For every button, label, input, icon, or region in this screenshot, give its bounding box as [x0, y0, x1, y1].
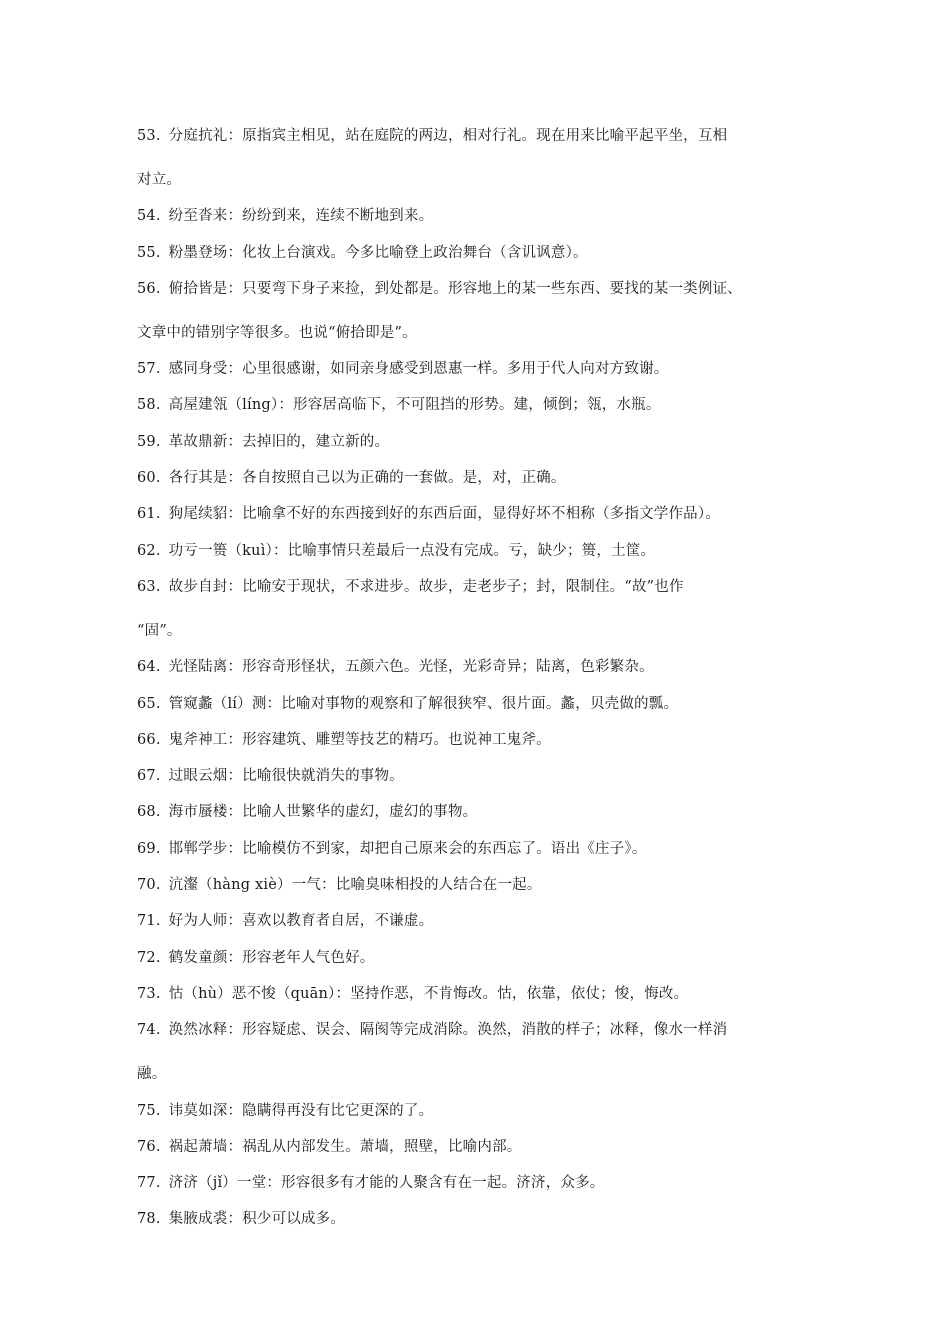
idiom-entry	[137, 867, 827, 903]
idiom-list	[137, 118, 827, 1238]
idiom-entry-continuation	[137, 613, 827, 649]
entry-text: 各行其是：各自按照自己以为正确的一套做。是，对，正确。	[168, 470, 566, 487]
entry-text: 高屋建瓴（líng）：形容居高临下，不可阻挡的形势。建，倾倒；瓴，水瓶。	[168, 397, 661, 414]
idiom-entry	[137, 940, 827, 976]
idiom-entry-continuation	[137, 162, 827, 198]
entry-text: 祸起萧墙：祸乱从内部发生。萧墙，照壁，比喻内部。	[168, 1138, 522, 1155]
entry-text: 管窥蠡（lí）测：比喻对事物的观察和了解很狭窄、很片面。蠡，贝壳做的瓢。	[168, 695, 679, 712]
idiom-entry	[137, 198, 827, 234]
entry-text: 感同身受：心里很感谢，如同亲身感受到恩惠一样。多用于代人向对方致谢。	[168, 361, 669, 378]
idiom-entry	[137, 496, 827, 532]
entry-text: 邯郸学步：比喻模仿不到家，却把自己原来会的东西忘了。语出《庄子》。	[168, 840, 647, 857]
entry-number: 59.	[137, 433, 161, 450]
entry-text: 对立。	[137, 172, 182, 188]
idiom-entry	[137, 722, 827, 758]
entry-number: 73.	[137, 985, 161, 1002]
entry-text: 讳莫如深：隐瞒得再没有比它更深的了。	[168, 1102, 434, 1119]
idiom-entry	[137, 351, 827, 387]
entry-text: 济济（jǐ）一堂：形容很多有才能的人聚含有在一起。济济，众多。	[168, 1175, 605, 1192]
entry-number: 64.	[137, 659, 161, 676]
entry-text: 纷至沓来：纷纷到来，连续不断地到来。	[168, 208, 434, 225]
idiom-entry	[137, 1093, 827, 1129]
idiom-entry	[137, 758, 827, 794]
idiom-entry	[137, 1129, 827, 1165]
idiom-entry	[137, 903, 827, 939]
entry-number: 74.	[137, 1022, 161, 1039]
entry-text: 海市蜃楼：比喻人世繁华的虚幻，虚幻的事物。	[168, 804, 478, 821]
entry-text: 融。	[137, 1066, 167, 1083]
idiom-entry	[137, 387, 827, 423]
idiom-entry	[137, 460, 827, 496]
entry-number: 75.	[137, 1102, 161, 1119]
idiom-entry	[137, 118, 827, 162]
entry-text: 粉墨登场：化妆上台演戏。今多比喻登上政治舞台（含讥讽意）。	[168, 244, 588, 261]
entry-number: 53.	[137, 128, 161, 144]
entry-text: 涣然冰释：形容疑虑、误会、隔阂等完成消除。涣然，消散的样子；冰释，像水一样消	[168, 1022, 728, 1039]
idiom-entry	[137, 424, 827, 460]
entry-number: 60.	[137, 470, 161, 487]
idiom-entry-continuation	[137, 315, 827, 351]
entry-number: 66.	[137, 731, 161, 748]
entry-number: 68.	[137, 804, 161, 821]
idiom-entry	[137, 831, 827, 867]
entry-number: 67.	[137, 768, 161, 785]
entry-text: 俯拾皆是：只要弯下身子来捡，到处都是。形容地上的某一些东西、要找的某一类例证、	[168, 280, 742, 297]
idiom-entry	[137, 235, 827, 271]
entry-text: 功亏一篑（kuì）：比喻事情只差最后一点没有完成。亏，缺少；篑，土筐。	[168, 542, 656, 559]
idiom-entry	[137, 1012, 827, 1056]
entry-number: 77.	[137, 1175, 161, 1192]
entry-text: 集腋成裘：积少可以成多。	[168, 1211, 346, 1228]
entry-number: 78.	[137, 1211, 161, 1228]
idiom-entry	[137, 1165, 827, 1201]
entry-text: 好为人师：喜欢以教育者自居，不谦虚。	[168, 913, 434, 930]
entry-text: 怙（hù）恶不悛（quān）：坚持作恶，不肯悔改。怙，依靠，依仗；悛，悔改。	[168, 985, 689, 1002]
entry-number: 69.	[137, 840, 161, 857]
entry-number: 56.	[137, 280, 161, 297]
entry-number: 62.	[137, 542, 161, 559]
entry-number: 63.	[137, 578, 161, 595]
entry-number: 65.	[137, 695, 161, 712]
entry-text: 分庭抗礼：原指宾主相见，站在庭院的两边，相对行礼。现在用来比喻平起平坐，互相	[168, 128, 728, 144]
entry-text: 光怪陆离：形容奇形怪状，五颜六色。光怪，光彩奇异；陆离，色彩繁杂。	[168, 659, 654, 676]
entry-text: 故步自封：比喻安于现状，不求进步。故步，走老步子；封，限制住。“故”也作	[168, 578, 684, 595]
entry-text: 沆瀣（hàng xiè）一气：比喻臭味相投的人结合在一起。	[168, 877, 542, 894]
idiom-entry	[137, 533, 827, 569]
idiom-entry	[137, 649, 827, 685]
entry-number: 71.	[137, 913, 161, 930]
entry-number: 58.	[137, 397, 161, 414]
idiom-entry	[137, 686, 827, 722]
entry-number: 70.	[137, 877, 161, 894]
idiom-entry	[137, 569, 827, 613]
entry-text: “固”。	[137, 622, 182, 639]
idiom-entry	[137, 794, 827, 830]
entry-number: 57.	[137, 361, 161, 378]
entry-text: 鬼斧神工：形容建筑、雕塑等技艺的精巧。也说神工鬼斧。	[168, 731, 551, 748]
entry-text: 狗尾续貂：比喻拿不好的东西接到好的东西后面，显得好坏不相称（多指文学作品）。	[168, 506, 721, 523]
idiom-entry-continuation	[137, 1056, 827, 1092]
idiom-entry	[137, 271, 827, 315]
idiom-entry	[137, 976, 827, 1012]
entry-number: 76.	[137, 1138, 161, 1155]
entry-number: 61.	[137, 506, 161, 523]
entry-text: 过眼云烟：比喻很快就消失的事物。	[168, 768, 404, 785]
idiom-entry	[137, 1201, 827, 1237]
entry-text: 革故鼎新：去掉旧的，建立新的。	[168, 433, 390, 450]
entry-number: 55.	[137, 244, 161, 261]
entry-text: 文章中的错别字等很多。也说“俯拾即是”。	[137, 324, 417, 341]
entry-number: 54.	[137, 208, 161, 225]
entry-text: 鹤发童颜：形容老年人气色好。	[168, 949, 375, 966]
entry-number: 72.	[137, 949, 161, 966]
